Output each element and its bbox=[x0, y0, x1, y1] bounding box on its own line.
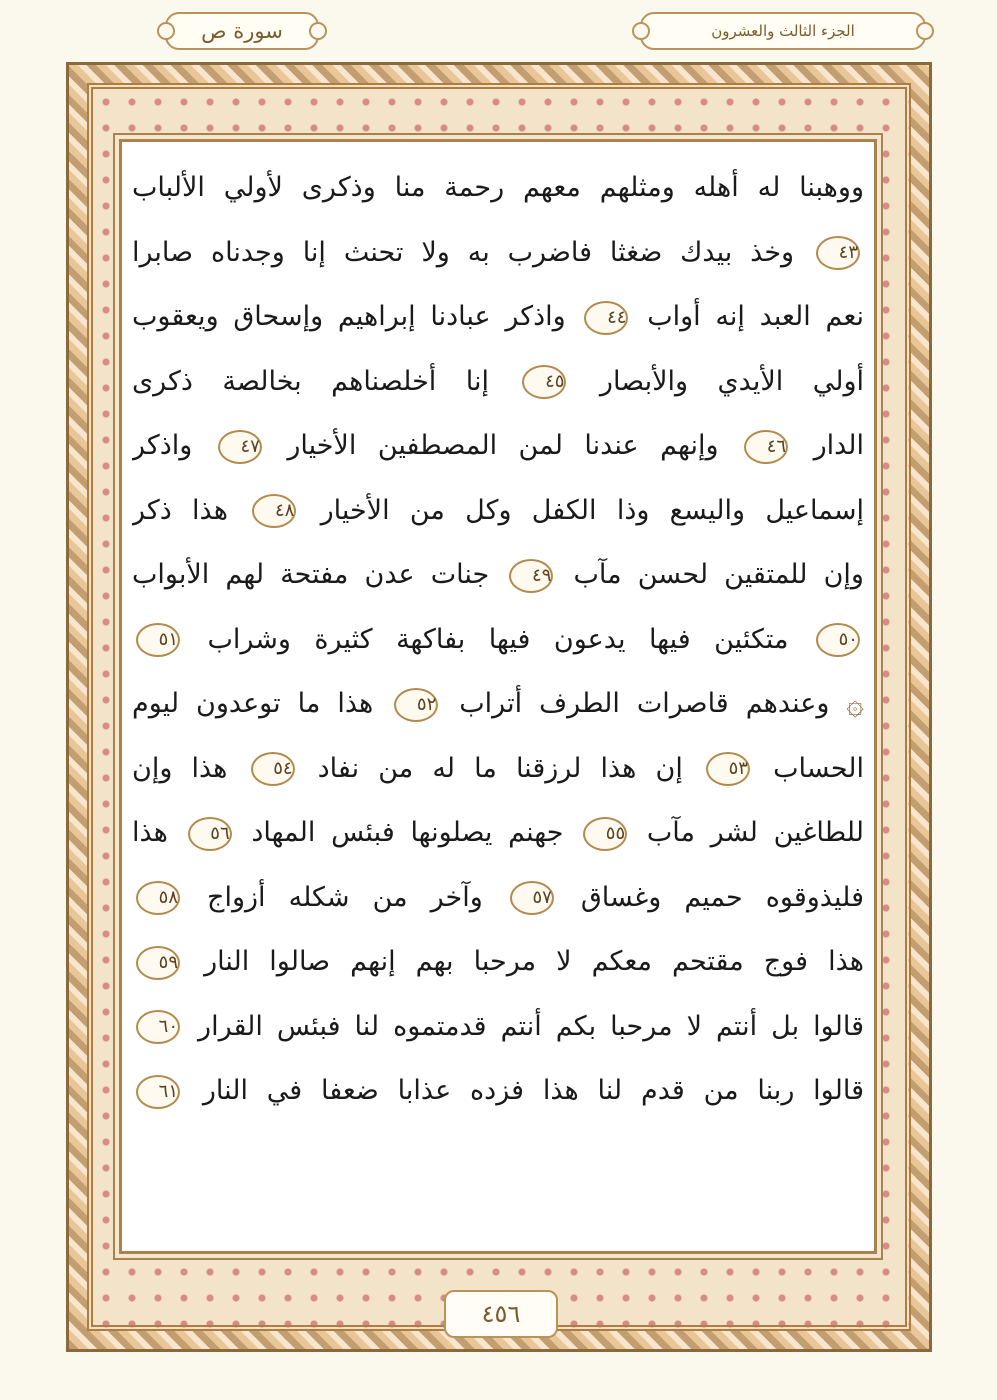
ayah-marker: ٥٠ bbox=[816, 623, 860, 657]
ayah-marker: ٤٧ bbox=[218, 430, 262, 464]
text-segment: وإن للمتقين لحسن مآب bbox=[573, 559, 864, 590]
ayah-marker: ٥٦ bbox=[188, 817, 232, 851]
text-line-4 bbox=[132, 350, 864, 415]
ayah-marker: ٥٩ bbox=[136, 946, 180, 980]
ayah-marker: ٤٦ bbox=[744, 430, 788, 464]
text-segment: وخذ بيدك ضغثا فاضرب به ولا تحنث إنا وجدناه صابرا bbox=[132, 236, 795, 268]
surah-name-box bbox=[165, 12, 319, 50]
ayah-marker: ٥٥ bbox=[583, 817, 627, 851]
quran-text-panel bbox=[119, 139, 877, 1254]
text-segment: الدار bbox=[813, 430, 864, 461]
text-line-8 bbox=[132, 608, 864, 673]
ayah-marker: ٥٨ bbox=[136, 881, 180, 915]
ayah-marker: ٤٣ bbox=[816, 236, 860, 270]
text-segment: جنات عدن مفتحة لهم الأبواب bbox=[132, 559, 490, 590]
text-segment: نعم العبد إنه أواب bbox=[647, 301, 864, 332]
text-segment: الحساب bbox=[773, 752, 864, 784]
surah-name: سورة ص bbox=[201, 19, 283, 43]
ayah-marker: ٦٠ bbox=[136, 1010, 180, 1044]
text-line-15 bbox=[132, 1059, 864, 1124]
quran-text-block bbox=[132, 156, 864, 1124]
text-segment: هذا وإن bbox=[132, 752, 228, 784]
ayah-marker: ٤٤ bbox=[584, 301, 628, 335]
text-segment: واذكر bbox=[132, 430, 193, 461]
text-segment: قالوا بل أنتم لا مرحبا بكم أنتم قدمتموه لنا فبئس القرار bbox=[198, 1010, 864, 1042]
text-segment: متكئين فيها يدعون فيها بفاكهة كثيرة وشراب bbox=[207, 623, 789, 655]
page-number-box bbox=[444, 1290, 558, 1338]
text-line-14 bbox=[132, 995, 864, 1060]
text-line-13 bbox=[132, 930, 864, 995]
rub-el-hizb-icon: ۞ bbox=[846, 686, 864, 722]
text-segment: واذكر عبادنا إبراهيم وإسحاق ويعقوب bbox=[132, 301, 566, 332]
page-number: ٤٥٦ bbox=[481, 1300, 521, 1328]
ayah-marker: ٥٢ bbox=[394, 688, 438, 722]
juz-label: الجزء الثالث والعشرون bbox=[711, 22, 855, 40]
ayah-marker: ٤٨ bbox=[252, 494, 296, 528]
text-segment: هذا ذكر bbox=[132, 494, 228, 526]
text-line-6 bbox=[132, 479, 864, 544]
ayah-marker: ٤٩ bbox=[509, 559, 553, 593]
text-segment: هذا bbox=[132, 817, 168, 848]
text-segment: للطاغين لشر مآب bbox=[646, 817, 864, 848]
text-segment: جهنم يصلونها فبئس المهاد bbox=[251, 817, 564, 848]
text-segment: إسماعيل واليسع وذا الكفل وكل من الأخيار bbox=[320, 494, 864, 526]
text-segment: هذا فوج مقتحم معكم لا مرحبا بهم إنهم صالوا النار bbox=[204, 946, 864, 977]
text-segment: وإنهم عندنا لمن المصطفين الأخيار bbox=[287, 430, 719, 461]
text-line-12 bbox=[132, 866, 864, 931]
text-line-1 bbox=[132, 156, 864, 221]
ayah-marker: ٥١ bbox=[136, 623, 180, 657]
text-segment: فليذوقوه حميم وغساق bbox=[580, 881, 864, 913]
text-line-5 bbox=[132, 414, 864, 479]
text-segment: قالوا ربنا من قدم لنا هذا فزده عذابا ضعفا في النار bbox=[202, 1075, 864, 1106]
ayah-marker: ٤٥ bbox=[522, 365, 566, 399]
text-line-2 bbox=[132, 221, 864, 286]
text-segment: هذا ما توعدون ليوم bbox=[132, 688, 374, 719]
ayah-marker: ٥٧ bbox=[510, 881, 554, 915]
text-line-11 bbox=[132, 801, 864, 866]
text-segment: إن هذا لرزقنا ما له من نفاد bbox=[317, 752, 683, 784]
juz-label-box bbox=[640, 12, 926, 50]
text-segment: إنا أخلصناهم بخالصة ذكرى bbox=[132, 365, 489, 397]
text-line-10 bbox=[132, 737, 864, 802]
text-line-9 bbox=[132, 672, 864, 737]
text-segment: أولي الأيدي والأبصار bbox=[599, 365, 864, 397]
text-segment: ووهبنا له أهله ومثلهم معهم رحمة منا وذكرى لأولي الألباب bbox=[132, 172, 864, 203]
text-segment: وآخر من شكله أزواج bbox=[207, 881, 483, 913]
ayah-marker: ٥٣ bbox=[706, 752, 750, 786]
text-line-3 bbox=[132, 285, 864, 350]
text-line-7 bbox=[132, 543, 864, 608]
text-segment: وعندهم قاصرات الطرف أتراب bbox=[459, 688, 830, 719]
ayah-marker: ٥٤ bbox=[251, 752, 295, 786]
ayah-marker: ٦١ bbox=[136, 1075, 180, 1109]
